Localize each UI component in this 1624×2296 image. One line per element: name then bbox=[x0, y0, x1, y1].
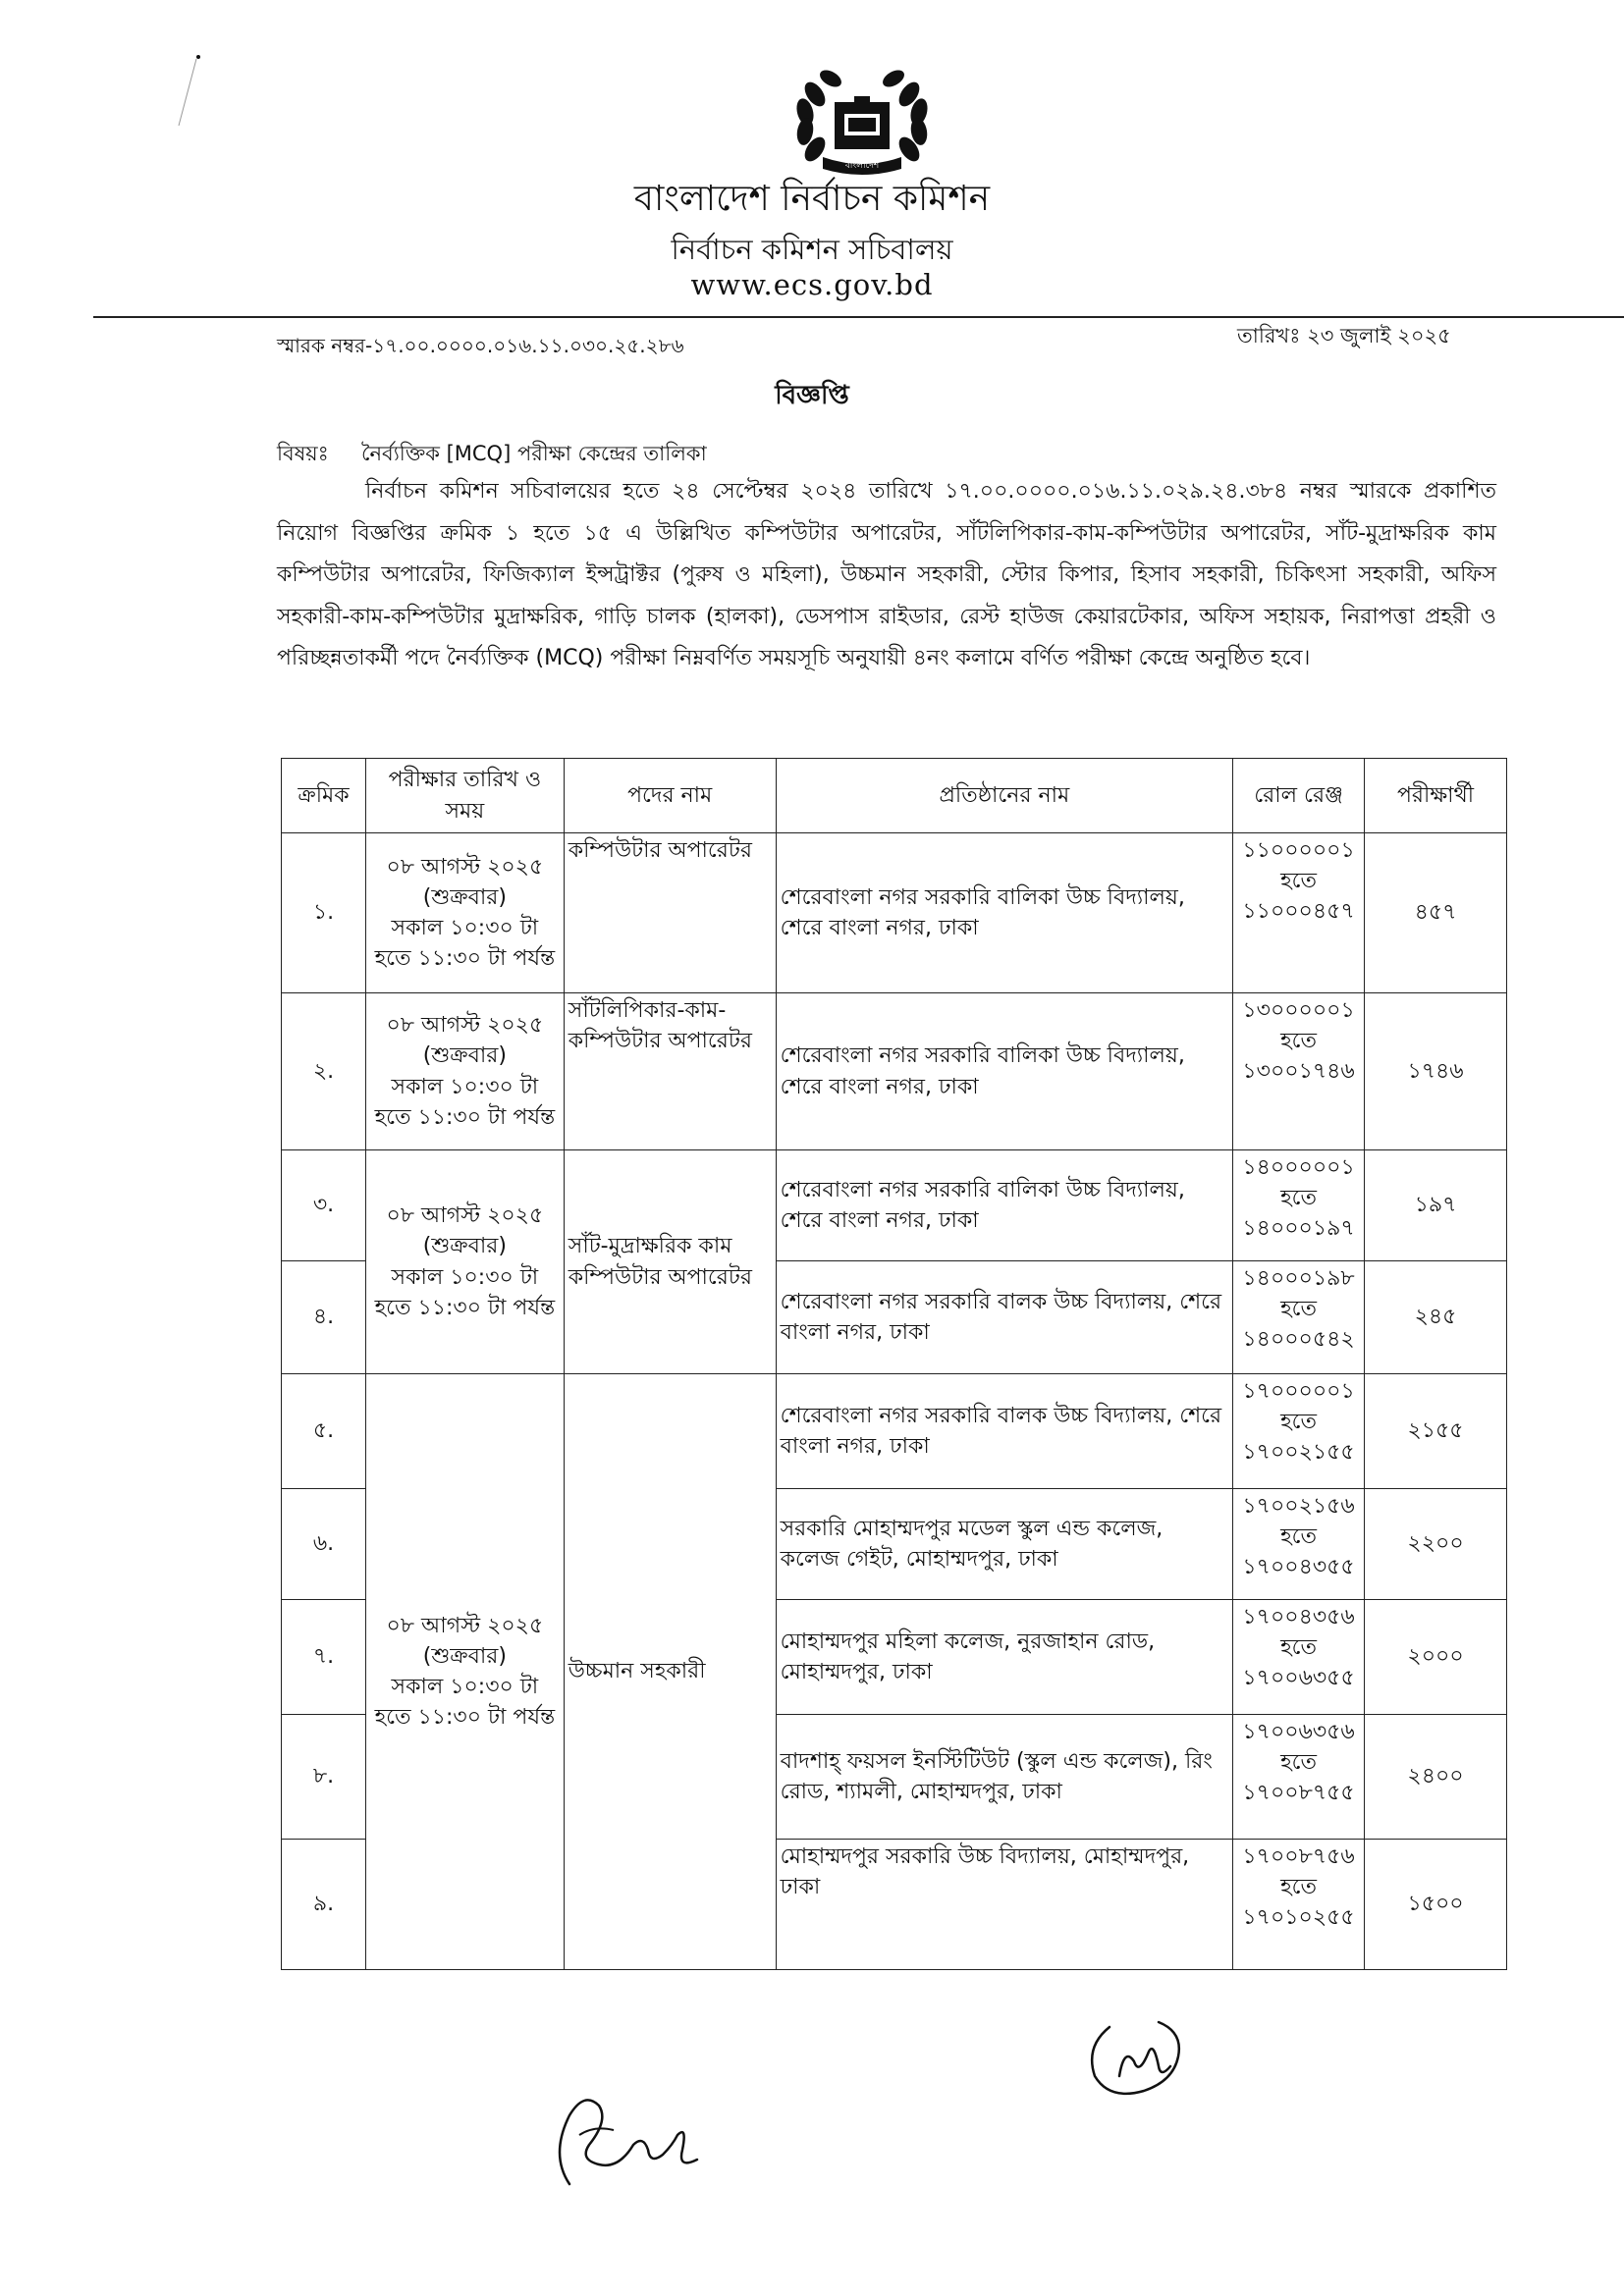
svg-text:বাংলাদেশ: বাংলাদেশ bbox=[844, 161, 880, 171]
secretariat-name: নির্বাচন কমিশন সচিবালয় bbox=[671, 233, 953, 266]
roll-to: ১৭০০৮৭৫৫ bbox=[1242, 1781, 1355, 1806]
roll-from: ১৭০০৮৭৫৬ bbox=[1242, 1844, 1355, 1869]
exam-center-table bbox=[281, 758, 1507, 1970]
roll-range bbox=[1233, 833, 1365, 993]
candidate-count: ২১৫৫ bbox=[1365, 1374, 1507, 1489]
header-post: পদের নাম bbox=[564, 759, 776, 833]
candidate-count: ২২০০ bbox=[1365, 1489, 1507, 1600]
roll-from: ১৭০০৪৩৫৬ bbox=[1242, 1605, 1355, 1629]
roll-range bbox=[1233, 1150, 1365, 1261]
header-count: পরীক্ষার্থী bbox=[1365, 759, 1507, 833]
exam-datetime bbox=[365, 833, 564, 993]
exam-time-end: হতে ১১:৩০ টা পর্যন্ত bbox=[374, 1295, 556, 1320]
table-row bbox=[282, 1374, 1507, 1489]
exam-time-end: হতে ১১:৩০ টা পর্যন্ত bbox=[374, 1104, 556, 1130]
exam-time: সকাল ১০:৩০ টা bbox=[391, 1264, 539, 1290]
roll-to-word: হতে bbox=[1280, 1297, 1318, 1322]
table-row bbox=[282, 1150, 1507, 1261]
header-datetime: পরীক্ষার তারিখ ও সময় bbox=[365, 759, 564, 833]
roll-to: ১৪০০০৫৪২ bbox=[1242, 1327, 1355, 1353]
candidate-count: ৪৫৭ bbox=[1365, 833, 1507, 993]
exam-date: ০৮ আগস্ট ২০২৫ bbox=[386, 1613, 544, 1638]
roll-from: ১৪০০০০০১ bbox=[1242, 1155, 1355, 1180]
roll-range bbox=[1233, 1489, 1365, 1600]
row-serial: ৩. bbox=[282, 1150, 366, 1261]
candidate-count: ১৫০০ bbox=[1365, 1840, 1507, 1970]
institution-name: শেরেবাংলা নগর সরকারি বালিকা উচ্চ বিদ্যালয়, শেরে বাংলা নগর, ঢাকা bbox=[776, 993, 1232, 1150]
roll-to-word: হতে bbox=[1280, 869, 1318, 894]
subject-text: নৈর্ব্যক্তিক [MCQ] পরীক্ষা কেন্দ্রের তালিকা bbox=[361, 442, 707, 465]
exam-day: (শুক্রবার) bbox=[422, 884, 507, 910]
roll-to: ১১০০০৪৫৭ bbox=[1242, 899, 1355, 925]
scan-mark-icon bbox=[177, 39, 216, 128]
roll-to: ১৭০১০২৫৫ bbox=[1242, 1905, 1355, 1931]
org-name: বাংলাদেশ নির্বাচন কমিশন bbox=[633, 179, 991, 219]
roll-from: ১৭০০২১৫৬ bbox=[1242, 1494, 1355, 1519]
institution-name: সরকারি মোহাম্মদপুর মডেল স্কুল এন্ড কলেজ, কলেজ গেইট, মোহাম্মদপুর, ঢাকা bbox=[776, 1489, 1232, 1600]
roll-to-word: হতে bbox=[1280, 1524, 1318, 1550]
roll-to-word: হতে bbox=[1280, 1875, 1318, 1900]
roll-to: ১৭০০২১৫৫ bbox=[1242, 1440, 1355, 1466]
roll-to: ১৩০০১৭৪৬ bbox=[1242, 1059, 1355, 1085]
institution-name: শেরেবাংলা নগর সরকারি বালক উচ্চ বিদ্যালয়, শেরে বাংলা নগর, ঢাকা bbox=[776, 1261, 1232, 1374]
institution-name: শেরেবাংলা নগর সরকারি বালিকা উচ্চ বিদ্যালয়, শেরে বাংলা নগর, ঢাকা bbox=[776, 1150, 1232, 1261]
notice-date: তারিখঃ ২৩ জুলাই ২০২৫ bbox=[1237, 324, 1451, 347]
roll-range bbox=[1233, 993, 1365, 1150]
post-name: সাঁট-মুদ্রাক্ষরিক কাম কম্পিউটার অপারেটর bbox=[564, 1150, 776, 1374]
subject-line bbox=[277, 438, 707, 472]
post-name: সাঁটলিপিকার-কাম-কম্পিউটার অপারেটর bbox=[564, 993, 776, 1150]
candidate-count: ১৯৭ bbox=[1365, 1150, 1507, 1261]
roll-range bbox=[1233, 1715, 1365, 1840]
roll-range bbox=[1233, 1374, 1365, 1489]
exam-time: সকাল ১০:৩০ টা bbox=[391, 916, 539, 940]
roll-to-word: হতে bbox=[1280, 1635, 1318, 1661]
notice-title: বিজ্ঞপ্তি bbox=[775, 381, 849, 410]
candidate-count: ২০০০ bbox=[1365, 1600, 1507, 1715]
post-name: উচ্চমান সহকারী bbox=[564, 1374, 776, 1970]
roll-to-word: হতে bbox=[1280, 1410, 1318, 1435]
candidate-count: ১৭৪৬ bbox=[1365, 993, 1507, 1150]
row-serial: ৬. bbox=[282, 1489, 366, 1600]
candidate-count: ২৪৫ bbox=[1365, 1261, 1507, 1374]
institution-name: শেরেবাংলা নগর সরকারি বালিকা উচ্চ বিদ্যালয়, শেরে বাংলা নগর, ঢাকা bbox=[776, 833, 1232, 993]
table-header-row bbox=[282, 759, 1507, 833]
roll-to-word: হতে bbox=[1280, 1186, 1318, 1211]
candidate-count: ২৪০০ bbox=[1365, 1715, 1507, 1840]
row-serial: ৭. bbox=[282, 1600, 366, 1715]
institution-name: শেরেবাংলা নগর সরকারি বালক উচ্চ বিদ্যালয়, শেরে বাংলা নগর, ঢাকা bbox=[776, 1374, 1232, 1489]
institution-name: বাদশাহ্ ফয়সল ইনস্টিটিউট (স্কুল এন্ড কলেজ), রিং রোড, শ্যামলী, মোহাম্মদপুর, ঢাকা bbox=[776, 1715, 1232, 1840]
header-serial: ক্রমিক bbox=[282, 759, 366, 833]
roll-from: ১১০০০০০১ bbox=[1242, 838, 1355, 863]
exam-datetime bbox=[365, 1374, 564, 1970]
exam-day: (শুক্রবার) bbox=[422, 1234, 507, 1259]
institution-name: মোহাম্মদপুর সরকারি উচ্চ বিদ্যালয়, মোহাম্মদপুর, ঢাকা bbox=[776, 1840, 1232, 1970]
row-serial: ৪. bbox=[282, 1261, 366, 1374]
header-roll: রোল রেঞ্জ bbox=[1233, 759, 1365, 833]
roll-to-word: হতে bbox=[1280, 1029, 1318, 1054]
exam-day: (শুক্রবার) bbox=[422, 1643, 507, 1669]
exam-date: ০৮ আগস্ট ২০২৫ bbox=[386, 1013, 544, 1039]
roll-from: ১৩০০০০০১ bbox=[1242, 998, 1355, 1023]
exam-datetime bbox=[365, 993, 564, 1150]
signature-left-icon bbox=[540, 2076, 707, 2194]
roll-range bbox=[1233, 1600, 1365, 1715]
subject-label: বিষয়ঃ bbox=[277, 442, 329, 465]
roll-to: ১৭০০৬৩৫৫ bbox=[1242, 1666, 1355, 1691]
roll-from: ১৭০০০০০১ bbox=[1242, 1379, 1355, 1404]
roll-from: ১৭০০৬৩৫৬ bbox=[1242, 1720, 1355, 1744]
header-institution: প্রতিষ্ঠানের নাম bbox=[776, 759, 1232, 833]
exam-day: (শুক্রবার) bbox=[422, 1043, 507, 1069]
row-serial: ৫. bbox=[282, 1374, 366, 1489]
body-paragraph: নির্বাচন কমিশন সচিবালয়ের হতে ২৪ সেপ্টেম্বর ২০২৪ তারিখে ১৭.০০.০০০০.০১৬.১১.০২৯.২৪.৩৮৪ নম্বর স্মারকে প্রকাশিত নিয়োগ বিজ্ঞপ্তির ক্রমিক ১ হতে ১৫ এ উল্লিখিত কম্পিউটার অপারেটর, সাঁটলিপিকার-কাম-কম্পিউটার অপারেটর, সাঁট-মুদ্রাক্ষরিক কাম কম্পিউটার অপারেটর, ফিজিক্যাল ইন্সট্রাক্টর (পুরুষ ও মহিলা), উচ্চমান সহকারী, স্টোর কিপার, হিসাব সহকারী, চিকিৎসা সহকারী, অফিস সহকারী-কাম-কম্পিউটার মুদ্রাক্ষরিক, গাড়ি চালক (হালকা), ডেসপাস রাইডার, রেস্ট হাউজ কেয়ারটেকার, অফিস সহায়ক, নিরাপত্তা প্রহরী ও পরিচ্ছন্নতাকর্মী পদে নৈর্ব্যক্তিক (MCQ) পরীক্ষা নিম্নবর্ণিত সময়সূচি অনুযায়ী ৪নং কলামে বর্ণিত পরীক্ষা কেন্দ্রে অনুষ্ঠিত হবে। bbox=[277, 479, 1496, 670]
roll-from: ১৪০০০১৯৮ bbox=[1242, 1266, 1355, 1291]
row-serial: ৯. bbox=[282, 1840, 366, 1970]
signature-right-icon bbox=[1080, 2007, 1198, 2106]
exam-time-end: হতে ১১:৩০ টা পর্যন্ত bbox=[374, 1705, 556, 1731]
roll-range bbox=[1233, 1261, 1365, 1374]
website-url: www.ecs.gov.bd bbox=[690, 268, 934, 301]
post-name: কম্পিউটার অপারেটর bbox=[564, 833, 776, 993]
row-serial: ২. bbox=[282, 993, 366, 1150]
roll-to: ১৭০০৪৩৫৫ bbox=[1242, 1555, 1355, 1580]
exam-date: ০৮ আগস্ট ২০২৫ bbox=[386, 854, 544, 880]
table-row bbox=[282, 993, 1507, 1150]
exam-time: সকাল ১০:৩০ টা bbox=[391, 1675, 539, 1699]
table-row bbox=[282, 833, 1507, 993]
roll-to-word: হতে bbox=[1280, 1750, 1318, 1776]
roll-range bbox=[1233, 1840, 1365, 1970]
reference-number: স্মারক নম্বর-১৭.০০.০০০০.০১৬.১১.০৩০.২৫.২৮৬ bbox=[277, 334, 684, 357]
header-rule bbox=[93, 316, 1624, 318]
exam-time: সকাল ১০:৩০ টা bbox=[391, 1074, 539, 1099]
institution-name: মোহাম্মদপুর মহিলা কলেজ, নুরজাহান রোড, মোহাম্মদপুর, ঢাকা bbox=[776, 1600, 1232, 1715]
exam-time-end: হতে ১১:৩০ টা পর্যন্ত bbox=[374, 946, 556, 972]
roll-to: ১৪০০০১৯৭ bbox=[1242, 1216, 1355, 1242]
exam-datetime bbox=[365, 1150, 564, 1374]
election-commission-emblem-icon bbox=[764, 55, 960, 183]
row-serial: ৮. bbox=[282, 1715, 366, 1840]
row-serial: ১. bbox=[282, 833, 366, 993]
exam-date: ০৮ আগস্ট ২০২৫ bbox=[386, 1203, 544, 1229]
